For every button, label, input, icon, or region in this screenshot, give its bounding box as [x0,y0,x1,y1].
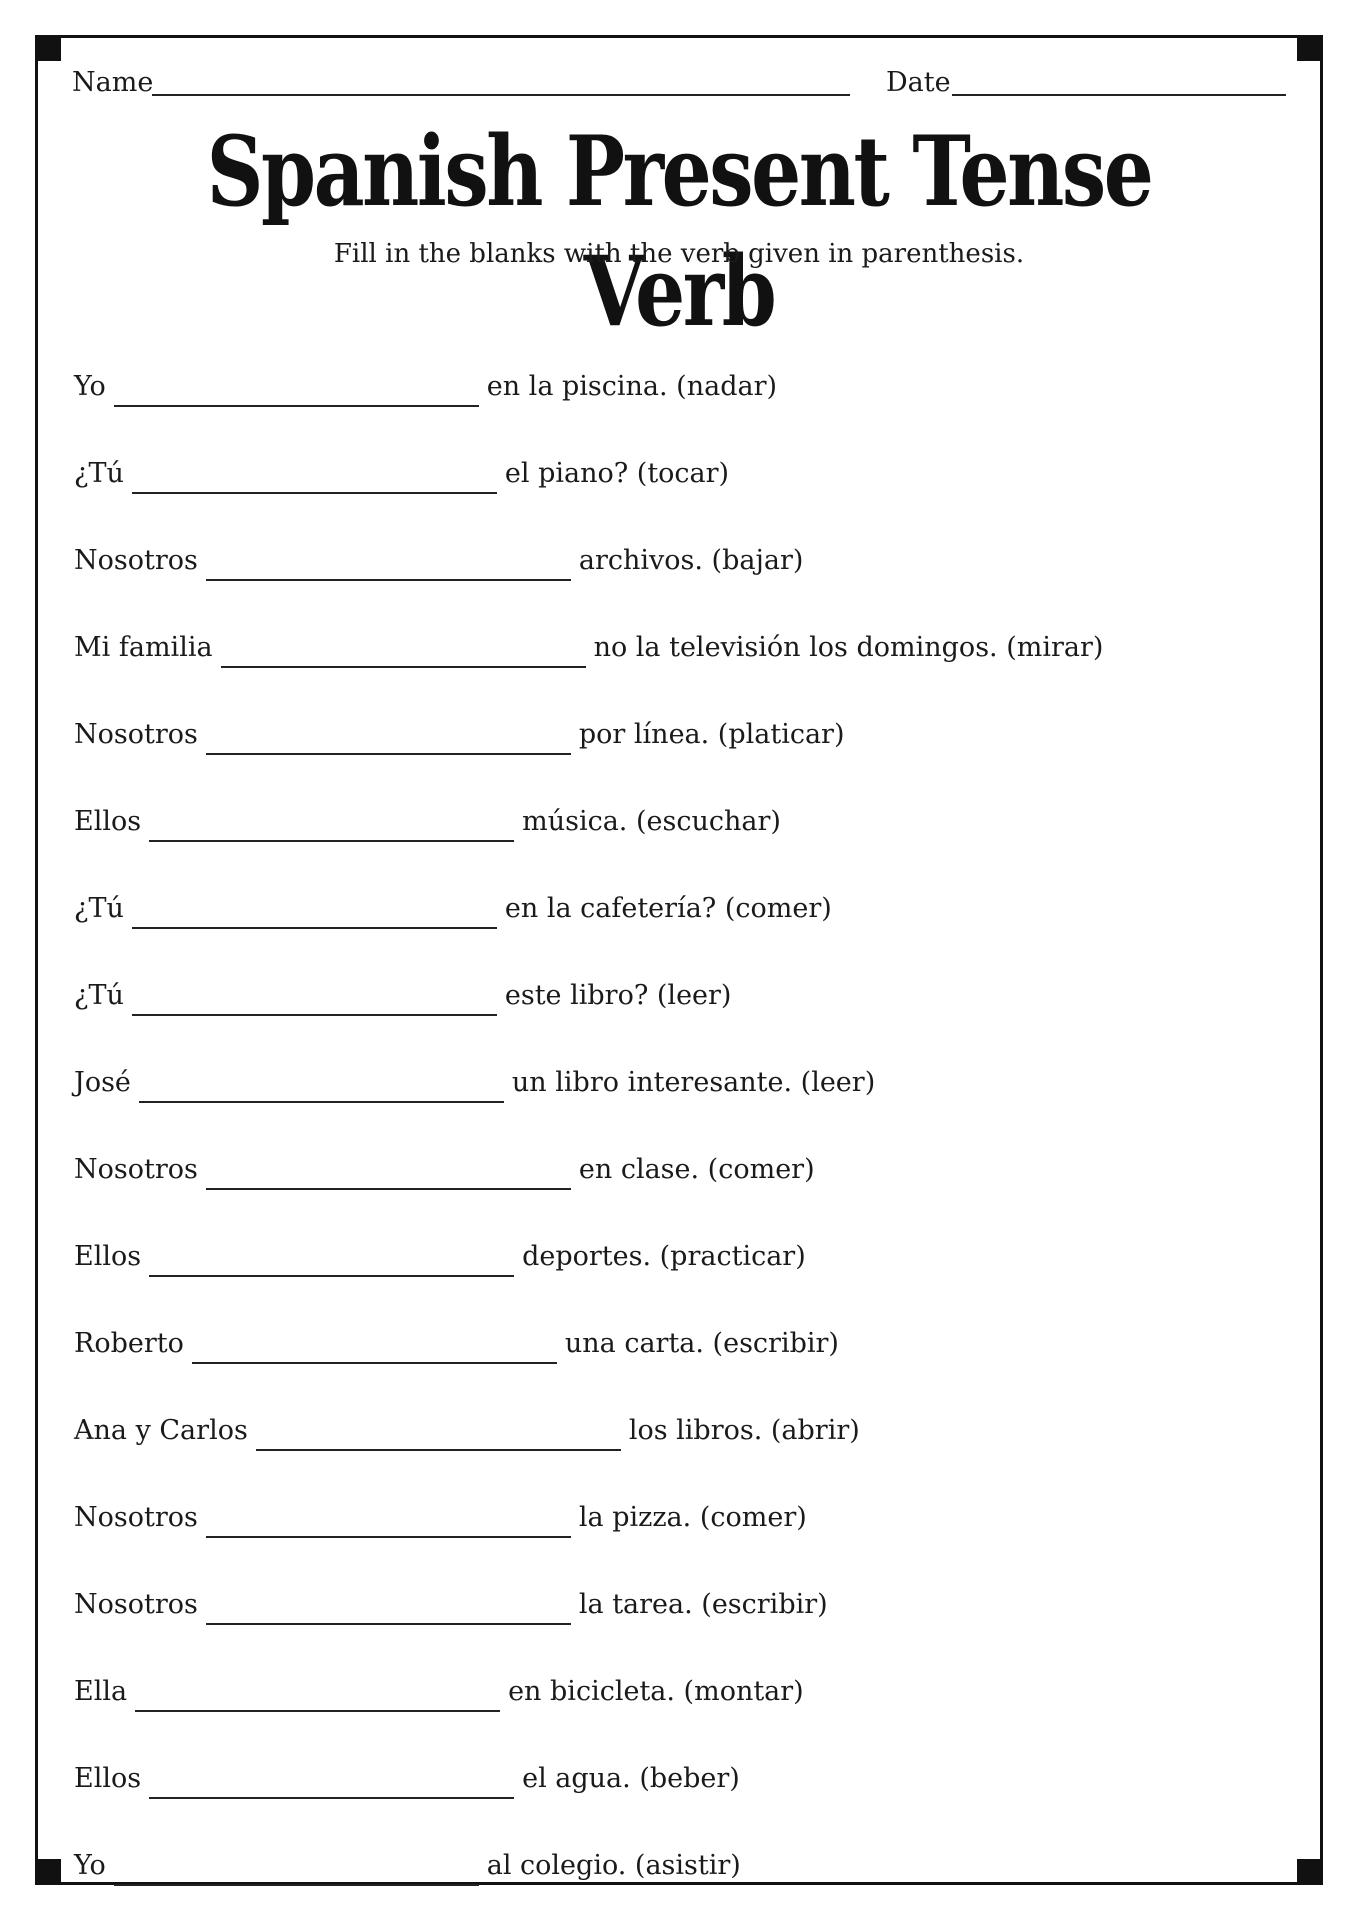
question-subject: Nosotros [74,545,198,576]
question-subject: Nosotros [74,1589,198,1620]
question-rest: el agua. (beber) [522,1763,740,1794]
answer-blank[interactable] [206,1506,571,1538]
question-subject: ¿Tú [74,893,124,924]
question-row [74,929,1274,1016]
question-row [74,1625,1274,1712]
question-subject: ¿Tú [74,980,124,1011]
question-subject: José [74,1067,131,1098]
worksheet-title: Spanish Present Tense Verb [206,115,1152,348]
question-row [74,581,1274,668]
corner-mark-top-right [1297,35,1323,61]
question-row [74,494,1274,581]
corner-mark-bottom-right [1297,1859,1323,1885]
question-subject: Ellos [74,806,142,837]
question-subject: ¿Tú [74,458,124,489]
answer-blank[interactable] [135,1680,500,1712]
question-row [74,842,1274,929]
question-row [74,1277,1274,1364]
answer-blank[interactable] [114,1854,479,1886]
question-subject: Ella [74,1676,128,1707]
question-row [74,1799,1274,1886]
question-rest: en la cafetería? (comer) [504,893,832,924]
header-row [72,66,1287,100]
question-rest: al colegio. (asistir) [486,1850,741,1881]
question-subject: Nosotros [74,1154,198,1185]
answer-blank[interactable] [206,1158,571,1190]
question-rest: música. (escuchar) [522,806,781,837]
instructions: Fill in the blanks with the verb given in parenthesis. [333,239,1025,269]
answer-blank[interactable] [149,1245,514,1277]
answer-blank[interactable] [192,1332,557,1364]
question-subject: Nosotros [74,1502,198,1533]
answer-blank[interactable] [206,549,571,581]
answer-blank[interactable] [256,1419,621,1451]
corner-mark-bottom-left [35,1859,61,1885]
answer-blank[interactable] [221,636,586,668]
answer-blank[interactable] [114,375,479,407]
question-row [74,1364,1274,1451]
answer-blank[interactable] [206,1593,571,1625]
answer-blank[interactable] [132,984,497,1016]
question-rest: un libro interesante. (leer) [511,1067,876,1098]
question-subject: Yo [74,371,106,402]
question-row [74,1103,1274,1190]
question-subject: Ana y Carlos [74,1415,248,1446]
question-rest: una carta. (escribir) [564,1328,839,1359]
question-row [74,1190,1274,1277]
question-rest: en bicicleta. (montar) [508,1676,804,1707]
question-rest: en clase. (comer) [578,1154,815,1185]
answer-blank[interactable] [139,1071,504,1103]
question-subject: Mi familia [74,632,213,663]
question-rest: la tarea. (escribir) [578,1589,828,1620]
question-row [74,1451,1274,1538]
question-rest: la pizza. (comer) [578,1502,807,1533]
question-row [74,407,1274,494]
question-rest: los libros. (abrir) [628,1415,860,1446]
answer-blank[interactable] [149,1767,514,1799]
question-rest: no la televisión los domingos. (mirar) [593,632,1104,663]
question-row [74,1712,1274,1799]
question-row [74,755,1274,842]
name-field[interactable] [152,94,850,96]
date-label: Date [886,67,951,98]
question-list [74,320,1274,1886]
question-row [74,668,1274,755]
answer-blank[interactable] [132,462,497,494]
question-subject: Nosotros [74,719,198,750]
question-subject: Ellos [74,1763,142,1794]
question-row [74,1016,1274,1103]
question-row [74,1538,1274,1625]
question-subject: Ellos [74,1241,142,1272]
corner-mark-top-left [35,35,61,61]
question-subject: Roberto [74,1328,184,1359]
question-rest: el piano? (tocar) [504,458,730,489]
question-rest: archivos. (bajar) [578,545,804,576]
answer-blank[interactable] [132,897,497,929]
name-label: Name [72,67,154,98]
answer-blank[interactable] [149,810,514,842]
question-rest: deportes. (practicar) [522,1241,806,1272]
question-subject: Yo [74,1850,106,1881]
question-rest: este libro? (leer) [504,980,732,1011]
question-row [74,320,1274,407]
answer-blank[interactable] [206,723,571,755]
question-rest: por línea. (platicar) [578,719,845,750]
date-field[interactable] [952,94,1286,96]
question-rest: en la piscina. (nadar) [486,371,778,402]
